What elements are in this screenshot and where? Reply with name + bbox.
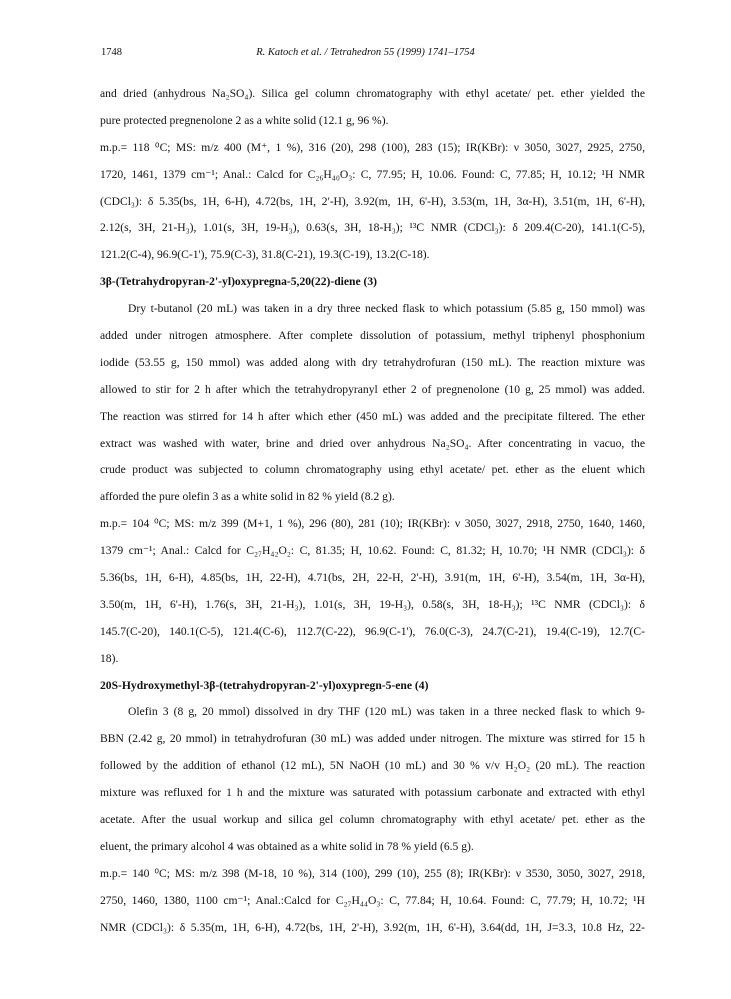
characterization-line: NMR (CDCl₃): δ 5.35(m, 1H, 6-H), 4.72(bs, 1H, 2'-H), 3.92(m, 1H, 6'-H), 3.64(dd, 1H, J=3.3, 10.8 Hz, 22- <box>100 920 645 934</box>
body-line: extract was washed with water, brine and dried over anhydrous Na₂SO₄. After concentrating in vacuo, the <box>100 436 645 450</box>
compound-heading: 3β-(Tetrahydropyran-2'-yl)oxypregna-5,20(22)-diene (3) <box>100 275 378 289</box>
body-line: allowed to stir for 2 h after which the tetrahydropyranyl ether 2 of pregnenolone (10 g, 25 mmol) was added. <box>100 382 645 396</box>
characterization-line: 5.36(bs, 1H, 6-H), 4.85(bs, 1H, 22-H), 4.71(bs, 2H, 22-H, 2'-H), 3.91(m, 1H, 6'-H), 3.54(m, 1H, 3α-H), <box>100 571 645 585</box>
characterization-line: 1379 cm⁻¹; Anal.: Calcd for C₂₇H₄₂O₂: C, 81.35; H, 10.62. Found: C, 81.32; H, 10.70; ¹H NMR (CDCl₃): δ <box>100 544 645 558</box>
characterization-line: (CDCl₃): δ 5.35(bs, 1H, 6-H), 4.72(bs, 1H, 2'-H), 3.92(m, 1H, 6'-H), 3.53(m, 1H, 3α-H), 3.51(m, 1H, 6'-H), <box>100 194 645 208</box>
body-line: afforded the pure olefin 3 as a white solid in 82 % yield (8.2 g). <box>100 490 395 504</box>
compound-heading: 20S-Hydroxymethyl-3β-(tetrahydropyran-2'-yl)oxypregn-5-ene (4) <box>100 678 429 692</box>
body-line: eluent, the primary alcohol 4 was obtained as a white solid in 78 % yield (6.5 g). <box>100 839 474 853</box>
characterization-line: 121.2(C-4), 96.9(C-1'), 75.9(C-3), 31.8(C-21), 19.3(C-19), 13.2(C-18). <box>100 248 430 262</box>
characterization-line: m.p.= 118 ⁰C; MS: m/z 400 (M⁺, 1 %), 316 (20), 298 (100), 283 (15); IR(KBr): ν 3050, 3027, 2925, 2750, <box>100 140 645 154</box>
characterization-line: 2750, 1460, 1380, 1100 cm⁻¹; Anal.:Calcd for C₂₇H₄₄O₃: C, 77.84; H, 10.64. Found: C, 77.79; H, 10.72; ¹H <box>100 893 645 907</box>
body-line: and dried (anhydrous Na₂SO₄). Silica gel column chromatography with ethyl acetate/ pet. ether yielded the <box>100 87 645 100</box>
body-line: acetate. After the usual workup and silica gel column chromatography with ethyl acetate/ pet. ether as the <box>100 813 645 827</box>
characterization-line: 1720, 1461, 1379 cm⁻¹; Anal.: Calcd for C₂₆H₄₀O₃: C, 77.95; H, 10.06. Found: C, 77.85; H, 10.12; ¹H NMR <box>100 167 645 181</box>
characterization-line: m.p.= 104 ⁰C; MS: m/z 399 (M+1, 1 %), 296 (80), 281 (10); IR(KBr): ν 3050, 3027, 2918, 2750, 1640, 1460, <box>100 517 645 531</box>
characterization-line: m.p.= 140 ⁰C; MS: m/z 398 (M-18, 10 %), 314 (100), 299 (10), 255 (8); IR(KBr): ν 3530, 3050, 3027, 2918, <box>100 866 645 880</box>
characterization-line: 145.7(C-20), 140.1(C-5), 121.4(C-6), 112.7(C-22), 96.9(C-1'), 76.0(C-3), 24.7(C-21), 19.4(C-19), 12.7(C- <box>100 624 645 638</box>
body-line: iodide (53.55 g, 150 mmol) was added along with dry tetrahydrofuran (150 mL). The reaction mixture was <box>100 355 645 369</box>
article-body <box>100 81 645 942</box>
body-line: Olefin 3 (8 g, 20 mmol) dissolved in dry THF (120 mL) was taken in a three necked flask to which 9- <box>128 705 645 719</box>
body-line: pure protected pregnenolone 2 as a white solid (12.1 g, 96 %). <box>100 113 389 127</box>
characterization-line: 3.50(m, 1H, 6'-H), 1.76(s, 3H, 21-H₃), 1.01(s, 3H, 19-H₃), 0.58(s, 3H, 18-H₃); ¹³C NMR (CDCl₃): δ <box>100 597 645 611</box>
characterization-line: 2.12(s, 3H, 21-H₃), 1.01(s, 3H, 19-H₃), 0.63(s, 3H, 18-H₃); ¹³C NMR (CDCl₃): δ 209.4(C-20), 141.1(C-5), <box>100 221 645 235</box>
body-line: added under nitrogen atmosphere. After complete dissolution of potassium, methyl triphenyl phosphonium <box>100 329 645 343</box>
body-line: mixture was refluxed for 1 h and the mixture was saturated with potassium carbonate and extracted with ethyl <box>100 786 645 800</box>
running-title: R. Katoch et al. / Tetrahedron 55 (1999) 1741–1754 <box>256 47 475 58</box>
page-number: 1748 <box>101 47 122 58</box>
body-line: BBN (2.42 g, 20 mmol) in tetrahydrofuran (30 mL) was added under nitrogen. The mixture was stirred for 15 h <box>100 732 645 746</box>
body-line: The reaction was stirred for 14 h after which ether (450 mL) was added and the precipitate filtered. The ether <box>100 409 645 423</box>
body-line: Dry t-butanol (20 mL) was taken in a dry three necked flask to which potassium (5.85 g, 150 mmol) was <box>128 302 645 316</box>
characterization-line: 18). <box>100 651 119 665</box>
body-line: followed by the addition of ethanol (12 mL), 5N NaOH (10 mL) and 30 % v/v H₂O₂ (20 mL). The reaction <box>100 759 645 773</box>
body-line: crude product was subjected to column chromatography using ethyl acetate/ pet. ether as the eluent which <box>100 463 645 477</box>
